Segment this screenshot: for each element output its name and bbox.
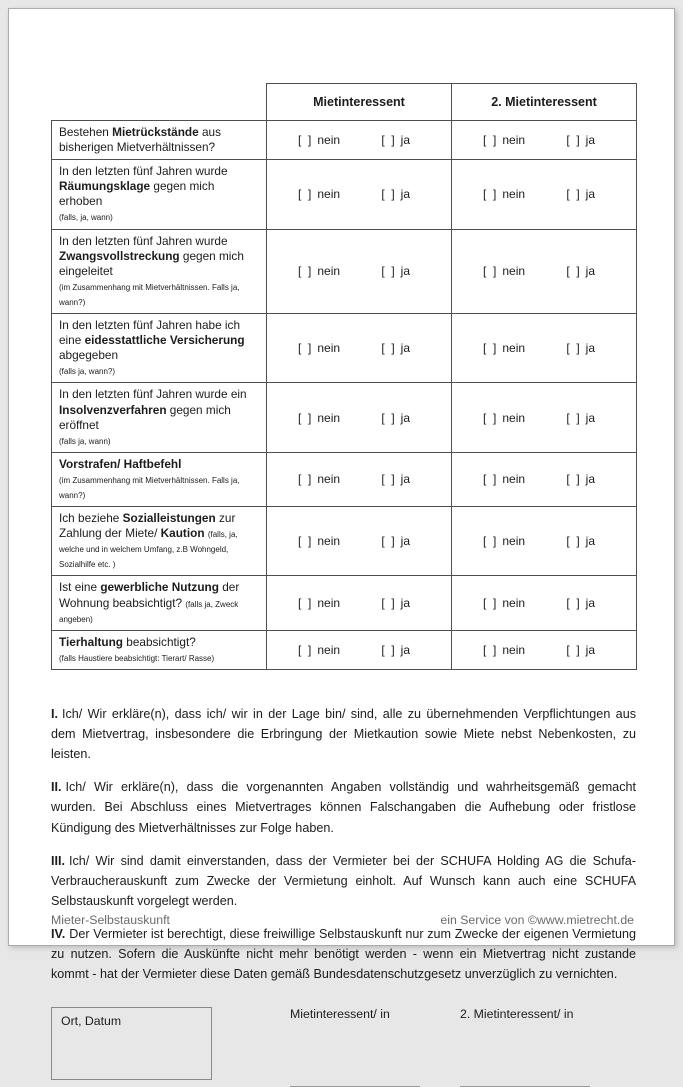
question-text: gegen mich erhoben [59,179,215,209]
declaration-paragraph [51,704,636,764]
signature-row [51,1007,634,1087]
question-cell [52,452,267,506]
signature-label-2-mietinteressent: 2. Mietinteressent/ in [460,1006,574,1021]
checkbox-box: [ ] [483,187,497,202]
checkbox-box: [ ] [483,642,497,657]
checkbox-label: nein [317,187,341,202]
checkbox-label: ja [585,534,595,549]
checkbox-nein [298,472,340,486]
checkbox-box: [ ] [298,133,312,148]
checkbox-pair [268,472,450,486]
question-cell [52,160,267,229]
self-disclosure-table [51,83,637,670]
checkbox-label: ja [400,534,410,549]
checkbox-ja [566,596,595,610]
paragraph-text: Ich/ Wir sind damit einverstanden, dass der Vermieter bei der SCHUFA Holding AG die Schufa-Verbraucherauskunft zum Zwecke der Vermietung einholt. Auf Wunsch kann auch eine SCHUFA Selbstauskunft vorgelegt werden. [51,853,636,909]
question-text: Mietrückstände [112,125,199,139]
checkbox-box: [ ] [566,187,580,202]
checkbox-pair [268,643,450,657]
checkbox-pair [453,643,635,657]
checkbox-cell-2-mietinteressent [452,160,637,229]
checkbox-label: nein [317,534,341,549]
paragraph-text: Ich/ Wir erkläre(n), dass ich/ wir in der Lage bin/ sind, alle zu übernehmenden Verpflichtungen aus dem Mietvertrag, insbesondere die Erbringung der Mietkaution sowie Miete nebst Nebenkosten, zu leisten. [51,706,636,762]
checkbox-cell-2-mietinteressent [452,507,637,576]
checkbox-label: ja [585,341,595,356]
checkbox-cell-mietinteressent [267,160,452,229]
checkbox-ja [566,187,595,201]
checkbox-label: ja [585,642,595,657]
checkbox-pair [453,341,635,355]
question-text: gegen mich eingeleitet [59,248,244,278]
checkbox-label: ja [585,472,595,487]
checkbox-ja [381,534,410,548]
question-text: Zwangsvollstreckung [59,248,180,263]
checkbox-pair [453,187,635,201]
question-text: Bestehen [59,125,113,139]
checkbox-box: [ ] [298,187,312,202]
checkbox-box: [ ] [483,341,497,356]
question-text: gegen mich eröffnet [59,402,231,432]
checkbox-cell-mietinteressent [267,383,452,452]
checkbox-ja [381,472,410,486]
table-row [52,452,637,506]
question-text: Kaution [160,526,205,541]
checkbox-ja [566,133,595,147]
declaration-paragraph [51,924,636,984]
checkbox-label: nein [317,410,341,425]
checkbox-box: [ ] [381,341,395,356]
question-text: (falls ja, Zweck angeben) [59,599,239,624]
checkbox-label: nein [502,596,526,611]
checkbox-box: [ ] [381,264,395,279]
declaration-paragraph [51,851,636,911]
checkbox-box: [ ] [298,534,312,549]
checkbox-label: nein [317,642,341,657]
table-row [52,576,637,630]
checkbox-cell-2-mietinteressent [452,576,637,630]
document-page [8,8,675,1028]
question-text: abgegeben [59,348,119,363]
checkbox-pair [268,133,450,147]
checkbox-box: [ ] [566,534,580,549]
checkbox-nein [298,411,340,425]
checkbox-label: nein [502,534,526,549]
signature-col-mietinteressent [290,1007,420,1087]
checkbox-nein [483,341,525,355]
column-header-mietinteressent: Mietinteressent [267,84,452,121]
checkbox-cell-mietinteressent [267,452,452,506]
checkbox-nein [483,133,525,147]
checkbox-cell-2-mietinteressent [452,630,637,669]
checkbox-nein [483,472,525,486]
question-text: Insolvenzverfahren [59,402,167,417]
checkbox-cell-2-mietinteressent [452,452,637,506]
checkbox-pair [453,133,635,147]
table-row [52,160,637,229]
checkbox-label: nein [502,187,526,202]
checkbox-ja [566,472,595,486]
checkbox-pair [268,341,450,355]
checkbox-box: [ ] [298,410,312,425]
checkbox-box: [ ] [381,534,395,549]
paragraph-number: III. [51,853,65,868]
checkbox-cell-mietinteressent [267,576,452,630]
checkbox-ja [566,411,595,425]
checkbox-label: ja [400,596,410,611]
checkbox-nein [483,187,525,201]
checkbox-ja [566,643,595,657]
checkbox-ja [381,187,410,201]
checkbox-label: ja [400,472,410,487]
checkbox-box: [ ] [381,187,395,202]
signature-line-mietinteressent [290,1086,420,1087]
table-header-row [52,84,637,121]
checkbox-label: nein [502,410,526,425]
page-footer [51,913,634,927]
checkbox-box: [ ] [566,264,580,279]
checkbox-nein [298,596,340,610]
checkbox-ja [381,264,410,278]
table-row [52,229,637,313]
question-text: der Wohnung beabsichtigt? [59,580,240,610]
question-text: Tierhaltung [59,634,124,649]
checkbox-box: [ ] [298,472,312,487]
checkbox-pair [453,534,635,548]
checkbox-nein [298,341,340,355]
checkbox-box: [ ] [381,410,395,425]
paragraph-number: II. [51,780,62,795]
checkbox-cell-2-mietinteressent [452,229,637,313]
checkbox-box: [ ] [483,596,497,611]
table-row [52,630,637,669]
question-text: Räumungsklage [59,179,151,194]
checkbox-ja [566,341,595,355]
checkbox-nein [483,534,525,548]
checkbox-box: [ ] [566,410,580,425]
checkbox-nein [298,133,340,147]
paragraph-number: IV. [51,927,66,942]
question-cell [52,507,267,576]
checkbox-box: [ ] [566,596,580,611]
question-text: beabsichtigt? [123,634,196,649]
checkbox-box: [ ] [381,133,395,148]
checkbox-label: ja [400,264,410,279]
checkbox-cell-mietinteressent [267,121,452,160]
checkbox-pair [453,472,635,486]
checkbox-ja [566,534,595,548]
checkbox-cell-mietinteressent [267,507,452,576]
checkbox-cell-2-mietinteressent [452,314,637,383]
checkbox-nein [483,596,525,610]
checkbox-label: ja [400,187,410,202]
paragraph-number: I. [51,706,58,721]
column-header-2-mietinteressent: 2. Mietinteressent [452,84,637,121]
checkbox-label: nein [317,264,341,279]
paragraph-text: Ich/ Wir erkläre(n), dass die vorgenannten Angaben vollständig und wahrheitsgemäß gemacht wurden. Bei Abschluss eines Mietvertrages können Falschangaben die Aufhebung oder fristlose Kündigung des Mietverhältnisses zur Folge haben. [51,780,636,835]
checkbox-box: [ ] [298,341,312,356]
question-text: zur Zahlung der Miete/ [59,511,236,541]
checkbox-label: ja [400,410,410,425]
checkbox-label: ja [585,410,595,425]
checkbox-label: ja [585,264,595,279]
checkbox-ja [381,643,410,657]
question-text: (im Zusammenhang mit Mietverhältnissen. Falls ja, wann?) [59,475,240,500]
checkbox-box: [ ] [483,264,497,279]
question-text: (falls, ja, welche und in welchem Umfang, z.B Wohngeld, Sozialhilfe etc. ) [59,530,238,570]
table-row [52,383,637,452]
checkbox-pair [268,264,450,278]
question-text: aus bisherigen Mietverhältnissen? [59,125,221,155]
checkbox-label: nein [317,133,341,148]
checkbox-nein [298,534,340,548]
question-text: (im Zusammenhang mit Mietverhältnissen. Falls ja, wann?) [59,282,240,307]
checkbox-box: [ ] [298,264,312,279]
checkbox-label: nein [317,596,341,611]
checkbox-cell-mietinteressent [267,630,452,669]
question-text: (falls, ja, wann) [59,213,113,223]
paragraph-text: Der Vermieter ist berechtigt, diese freiwillige Selbstauskunft nur zum Zwecke der eigenen Vermietung zu nutzen. Sofern die Auskünfte nicht mehr benötigt werden - wenn ein Mietvertrag nicht zustande kommt - hat der Vermieter diese Daten gemäß Bundesdatenschutzgesetz unverzüglich zu vernichten. [51,927,636,982]
checkbox-nein [298,264,340,278]
checkbox-pair [268,187,450,201]
checkbox-box: [ ] [566,133,580,148]
question-cell [52,121,267,160]
checkbox-cell-2-mietinteressent [452,383,637,452]
checkbox-label: nein [317,472,341,487]
question-text: In den letzten fünf Jahren wurde ein [59,387,247,402]
checkbox-ja [381,133,410,147]
question-text: eidesstattliche Versicherung [84,333,245,348]
checkbox-pair [453,411,635,425]
question-text: In den letzten fünf Jahren wurde [59,164,228,179]
checkbox-pair [453,596,635,610]
checkbox-box: [ ] [298,642,312,657]
checkbox-label: ja [400,133,410,148]
question-text: In den letzten fünf Jahren wurde [59,233,228,248]
checkbox-pair [268,596,450,610]
question-text: Sozialleistungen [122,511,216,526]
checkbox-pair [268,534,450,548]
checkbox-ja [381,596,410,610]
declarations-section [51,704,636,985]
checkbox-label: ja [585,596,595,611]
checkbox-box: [ ] [566,642,580,657]
checkbox-label: ja [585,187,595,202]
question-text: Ich beziehe [59,511,123,526]
question-text: Vorstrafen/ Haftbefehl [59,456,182,471]
checkbox-ja [566,264,595,278]
footer-service-credit: ein Service von ©www.mietrecht.de [440,913,634,927]
ort-datum-label: Ort, Datum [61,1013,122,1028]
checkbox-box: [ ] [483,534,497,549]
checkbox-box: [ ] [381,472,395,487]
checkbox-ja [381,341,410,355]
checkbox-cell-mietinteressent [267,229,452,313]
signature-line-2-mietinteressent [460,1086,590,1087]
question-cell [52,383,267,452]
question-text: (falls ja, wann) [59,436,111,446]
checkbox-nein [483,643,525,657]
checkbox-nein [298,643,340,657]
checkbox-label: nein [502,133,526,148]
signature-col-2-mietinteressent [460,1007,590,1087]
checkbox-box: [ ] [566,341,580,356]
checkbox-box: [ ] [381,642,395,657]
checkbox-nein [483,411,525,425]
question-text: (falls Haustiere beabsichtigt: Tierart/ Rasse) [59,653,215,663]
checkbox-pair [268,411,450,425]
checkbox-cell-mietinteressent [267,314,452,383]
table-header-empty [52,84,267,121]
checkbox-box: [ ] [483,472,497,487]
checkbox-box: [ ] [298,596,312,611]
table-row [52,507,637,576]
question-cell [52,576,267,630]
question-text: (falls ja, wann?) [59,367,116,377]
question-text: gewerbliche Nutzung [100,580,219,595]
checkbox-box: [ ] [483,410,497,425]
checkbox-label: ja [400,642,410,657]
checkbox-nein [483,264,525,278]
table-row [52,314,637,383]
question-text: In den letzten fünf Jahren habe ich eine [59,318,241,348]
checkbox-pair [453,264,635,278]
checkbox-label: nein [502,642,526,657]
checkbox-cell-2-mietinteressent [452,121,637,160]
declaration-paragraph [51,777,636,837]
checkbox-box: [ ] [483,133,497,148]
checkbox-label: nein [502,264,526,279]
table-row [52,121,637,160]
signature-label-mietinteressent: Mietinteressent/ in [290,1006,390,1021]
ort-datum-box [51,1007,212,1080]
question-cell [52,229,267,313]
checkbox-ja [381,411,410,425]
question-cell [52,314,267,383]
checkbox-label: ja [585,133,595,148]
footer-document-title: Mieter-Selbstauskunft [51,913,170,927]
checkbox-label: nein [317,341,341,356]
question-text: Ist eine [59,580,101,595]
checkbox-label: ja [400,341,410,356]
checkbox-label: nein [502,341,526,356]
checkbox-box: [ ] [566,472,580,487]
question-cell [52,630,267,669]
checkbox-label: nein [502,472,526,487]
checkbox-nein [298,187,340,201]
checkbox-box: [ ] [381,596,395,611]
